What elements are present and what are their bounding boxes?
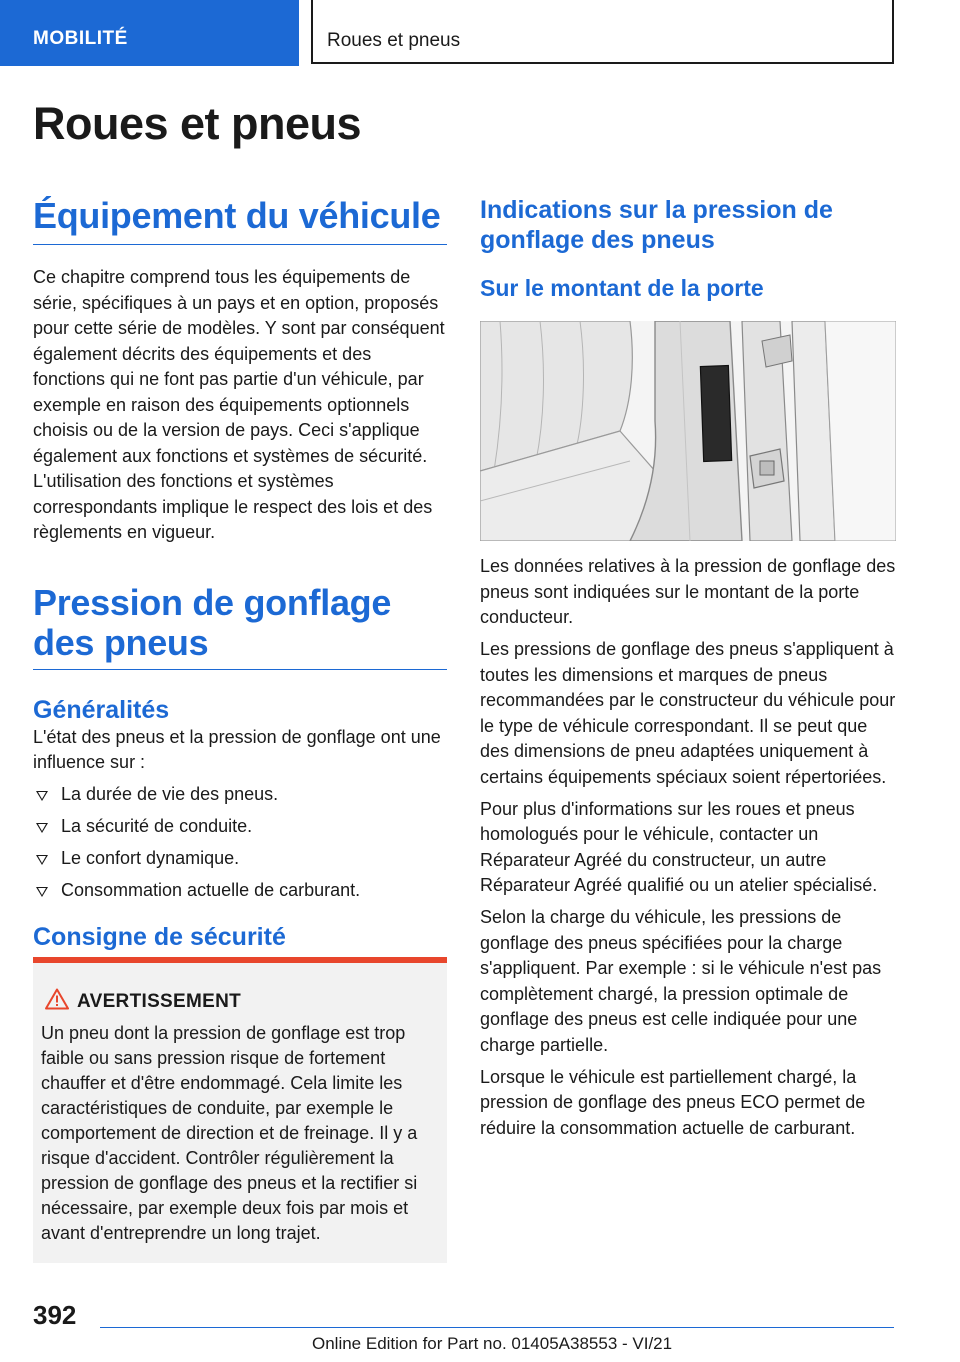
footer-rule bbox=[100, 1327, 894, 1328]
heading-rule bbox=[33, 244, 447, 245]
triangle-bullet-icon bbox=[36, 823, 48, 833]
list-item: La sécurité de conduite. bbox=[33, 814, 447, 840]
paragraph-load: Selon la charge du véhicule, les pressions de gonflage des pneus spécifiées pour la charge s'appliquent. Par exemple : si le véhicule n'est pas complètement chargé, la pression optimale de gonflage des pneus est celle indiquée pour une charge partielle. bbox=[480, 907, 882, 1055]
heading-indications: Indications sur la pression de gonflage des pneus bbox=[480, 196, 833, 254]
list-item: Consommation actuelle de carburant. bbox=[33, 878, 447, 904]
warning-triangle-icon bbox=[45, 988, 69, 1010]
right-column bbox=[480, 190, 896, 1141]
section-tab bbox=[0, 0, 299, 66]
paragraph-more-info: Pour plus d'informations sur les roues et pneus homologués pour le véhicule, contacter un Réparateur Agréé du constructeur, un autre Réparateur Agréé qualifié ou un atelier spécialisé. bbox=[480, 798, 878, 895]
paragraph-dimensions: Les pressions de gonflage des pneus s'appliquent à toutes les dimensions et marques de pneus recommandées par le constructeur du véhicule pour le type de véhicule correspondant. Il se peut que des dimensions de pneu adaptées uniquement à certains équipements spéciaux soient répertoriées. bbox=[480, 639, 896, 787]
heading-general: Généralités bbox=[33, 695, 170, 724]
warning-title: AVERTISSEMENT bbox=[77, 991, 242, 1012]
paragraph-door-data: Les données relatives à la pression de gonflage des pneus sont indiquées sur le montant de la porte conducteur. bbox=[480, 556, 896, 627]
warning-box bbox=[33, 957, 447, 1263]
heading-safety: Consigne de sécurité bbox=[33, 923, 286, 951]
door-pillar-image bbox=[480, 321, 896, 541]
heading-pressure: Pression de gonflage des pneus bbox=[33, 581, 392, 663]
page-header bbox=[0, 0, 960, 66]
warning-text: Un pneu dont la pression de gonflage est trop faible ou sans pression risque de fortement chauffer et d'être endommagé. Cela limite les caractéristiques de conduite, par exemple le comportement de direction et de freinage. Il y a risque d'accident. Contrôler régulièrement la pression de gonflage des pneus et la rectifier si nécessaire, par exemple deux fois par mois et avant d'entreprendre un long trajet. bbox=[41, 1023, 418, 1243]
heading-rule bbox=[33, 669, 447, 670]
triangle-bullet-icon bbox=[36, 887, 48, 897]
heading-equipment: Équipement du véhicule bbox=[33, 195, 441, 236]
topic-tab bbox=[311, 0, 894, 64]
section-label: MOBILITÉ bbox=[33, 28, 128, 49]
triangle-bullet-icon bbox=[36, 855, 48, 865]
footer-edition: Online Edition for Part no. 01405A38553 - VI/21 bbox=[312, 1334, 673, 1353]
page-number: 392 bbox=[33, 1300, 77, 1330]
topic-label: Roues et pneus bbox=[327, 30, 461, 51]
list-item: Le confort dynamique. bbox=[33, 846, 447, 872]
page-title: Roues et pneus bbox=[33, 98, 362, 149]
left-column bbox=[33, 190, 447, 952]
influence-list bbox=[33, 782, 447, 904]
list-item: La durée de vie des pneus. bbox=[33, 782, 447, 808]
triangle-bullet-icon bbox=[36, 791, 48, 801]
heading-door-pillar: Sur le montant de la porte bbox=[480, 275, 764, 301]
paragraph-general: L'état des pneus et la pression de gonflage ont une influence sur : bbox=[33, 726, 441, 772]
paragraph-equipment: Ce chapitre comprend tous les équipements de série, spécifiques à un pays et en option, proposés pour cette série de modèles. Y sont par conséquent également décrits des équipements et des fonctions qui ne font pas partie d'un véhicule, par exemple en raison des équipements optionnels choisis ou de la version de pays. Ceci s'applique également aux fonctions et systèmes de sécurité. L'utilisation des fonctions et systèmes correspondants implique le respect des lois et des règlements en vigueur. bbox=[33, 267, 445, 542]
paragraph-eco: Lorsque le véhicule est partiellement chargé, la pression de gonflage des pneus ECO permet de réduire la consommation actuelle de carburant. bbox=[480, 1066, 866, 1138]
right-paragraphs bbox=[480, 554, 896, 1141]
